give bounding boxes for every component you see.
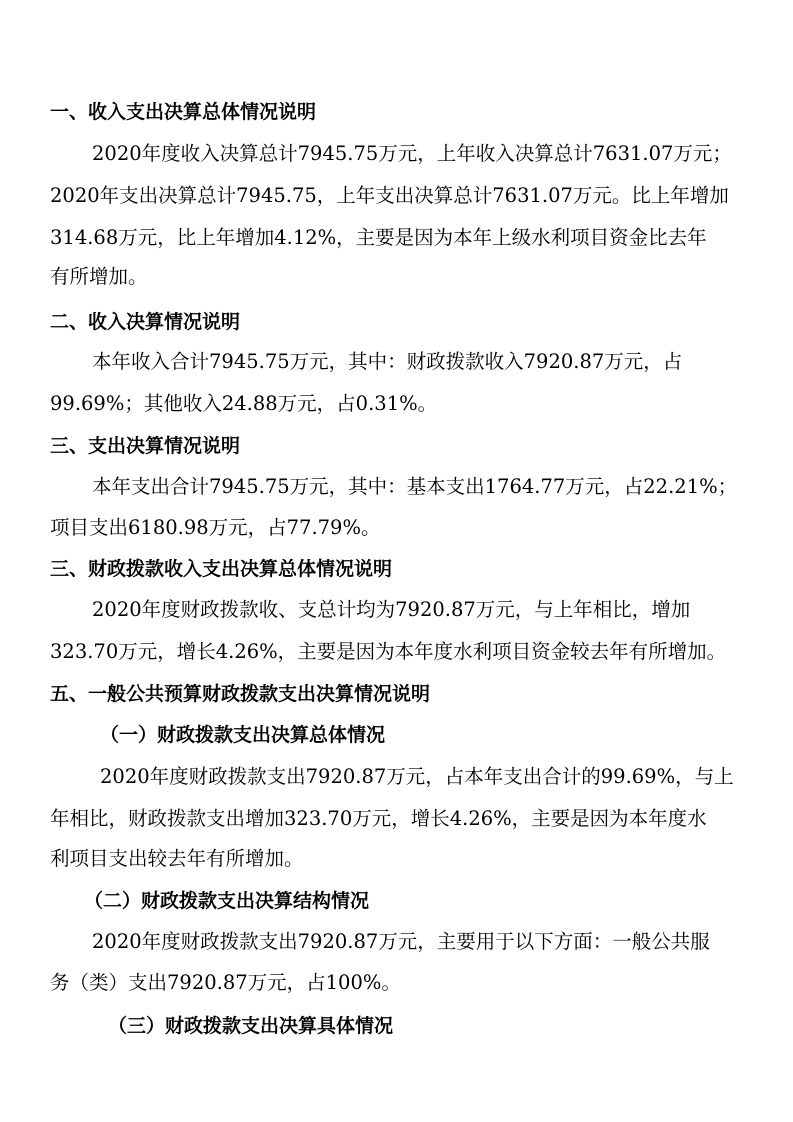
section-4-line-1: 2020年度财政拨款收、支总计均为7920.87万元，与上年相比，增加: [92, 598, 691, 621]
subsection-3-heading: （三）财政拨款支出决算具体情况: [108, 1015, 394, 1037]
subsection-2-line-1: 2020年度财政拨款支出7920.87万元，主要用于以下方面：一般公共服: [92, 930, 710, 953]
section-1-line-1: 2020年度收入决算总计7945.75万元，上年收入决算总计7631.07万元；: [92, 142, 732, 165]
section-2-heading: 二、收入决算情况说明: [50, 311, 241, 333]
section-1-line-3: 314.68万元，比上年增加4.12%，主要是因为本年上级水利项目资金比去年: [50, 226, 707, 249]
subsection-2-line-2: 务（类）支出7920.87万元，占100%。: [50, 971, 401, 994]
section-1-heading: 一、收入支出决算总体情况说明: [50, 101, 317, 123]
subsection-2-heading: （二）财政拨款支出决算结构情况: [84, 890, 370, 912]
subsection-1-heading: （一）财政拨款支出决算总体情况: [100, 724, 386, 746]
subsection-1-line-2: 年相比，财政拨款支出增加323.70万元，增长4.26%，主要是因为本年度水: [50, 807, 707, 830]
section-4-line-2: 323.70万元，增长4.26%，主要是因为本年度水利项目资金较去年有所增加。: [50, 640, 727, 663]
section-3-heading: 三、支出决算情况说明: [50, 435, 241, 457]
section-1-line-4: 有所增加。: [50, 265, 148, 288]
section-5-heading: 五、一般公共预算财政拨款支出决算情况说明: [50, 683, 431, 705]
section-2-line-1: 本年收入合计7945.75万元，其中：财政拨款收入7920.87万元，占: [92, 350, 683, 373]
section-3-line-2: 项目支出6180.98万元，占77.79%。: [50, 516, 381, 539]
subsection-1-line-1: 2020年度财政拨款支出7920.87万元，占本年支出合计的99.69%，与上: [100, 765, 734, 788]
subsection-1-line-3: 利项目支出较去年有所增加。: [50, 847, 304, 870]
section-1-line-2: 2020年支出决算总计7945.75，上年支出决算总计7631.07万元。比上年增加: [50, 184, 729, 207]
section-3-line-1: 本年支出合计7945.75万元，其中：基本支出1764.77万元，占22.21%；: [92, 475, 738, 498]
section-2-line-2: 99.69%；其他收入24.88万元，占0.31%。: [50, 392, 438, 415]
section-4-heading: 三、财政拨款收入支出决算总体情况说明: [50, 558, 393, 580]
